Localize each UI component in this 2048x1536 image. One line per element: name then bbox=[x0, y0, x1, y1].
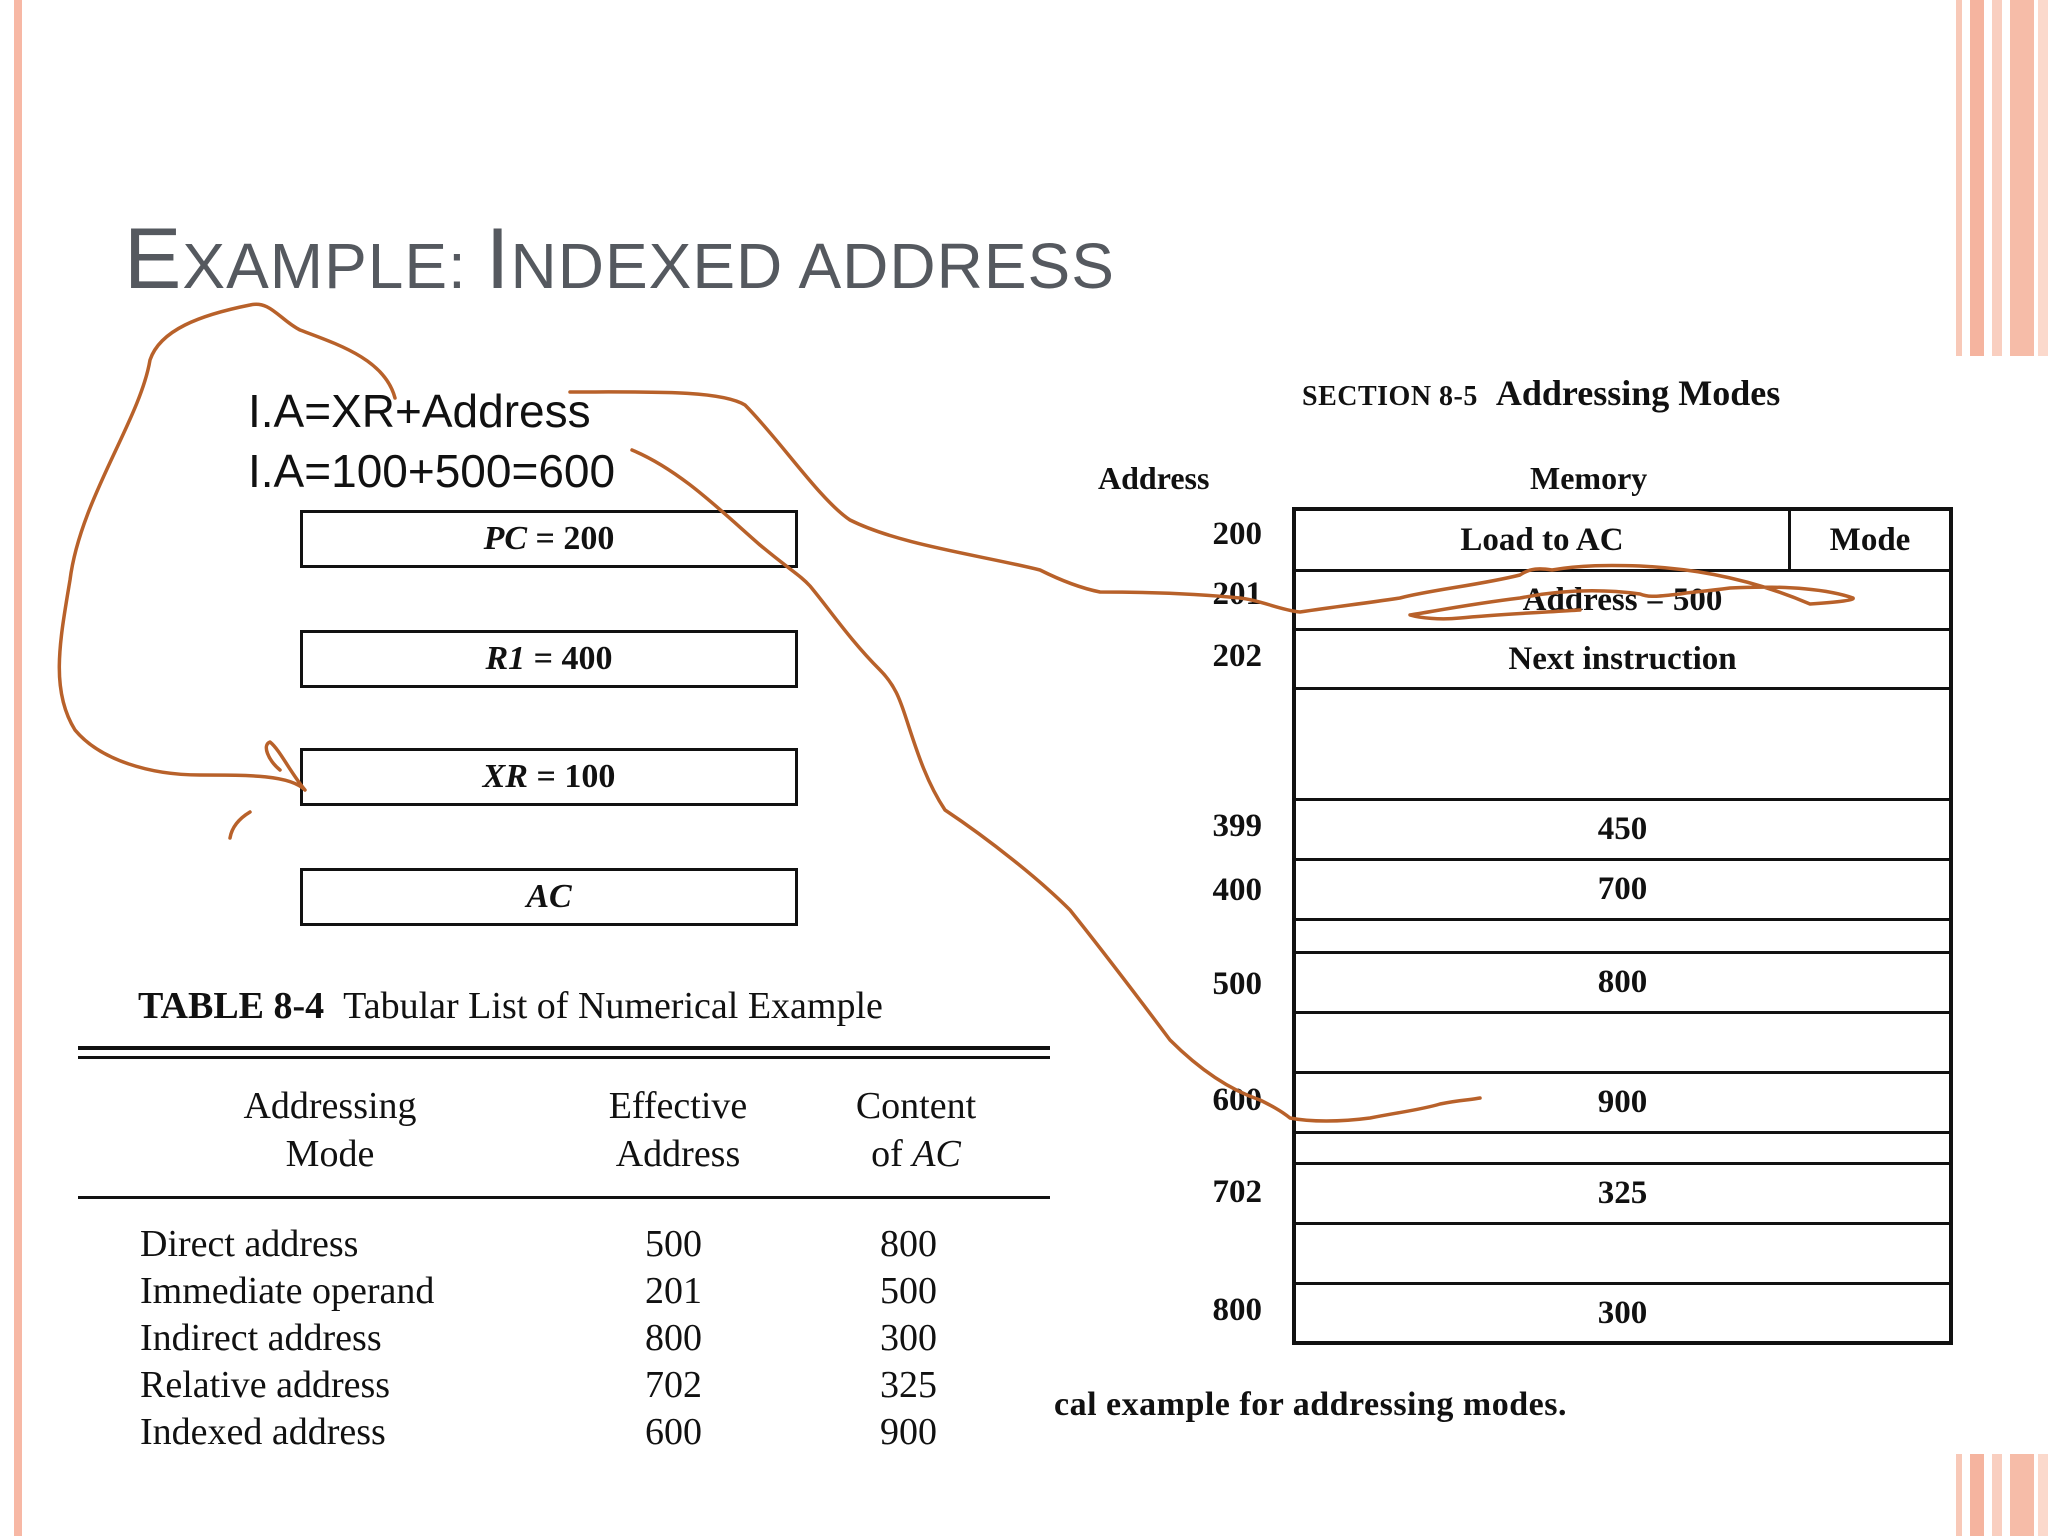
table-row-mode: Indirect address bbox=[140, 1317, 382, 1359]
formula-line-1: I.A=XR+Address bbox=[248, 385, 591, 437]
table-header-mode: Addressing Mode bbox=[243, 1085, 417, 1175]
table-row-mode: Relative address bbox=[140, 1364, 391, 1406]
page-title: EXAMPLE: INDEXED ADDRESS bbox=[124, 211, 1115, 307]
annotation-arrow-tail bbox=[230, 812, 250, 838]
table-row-ac: 325 bbox=[880, 1364, 937, 1406]
memory-address-label: 702 bbox=[1212, 1174, 1262, 1210]
memory-cell-400: 700 bbox=[1296, 861, 1949, 921]
register-xr: XR = 100 bbox=[300, 748, 798, 806]
memory-cell-gap bbox=[1296, 1225, 1949, 1285]
memory-cell-content: Load to AC bbox=[1296, 511, 1791, 569]
memory-address-label: 800 bbox=[1212, 1292, 1262, 1328]
memory-mode-cell: Mode bbox=[1829, 522, 1911, 558]
register-pc: PC = 200 bbox=[300, 510, 798, 568]
memory-header: Memory bbox=[1530, 460, 1648, 496]
memory-cell-200 bbox=[1296, 511, 1949, 572]
table-row-mode: Direct address bbox=[140, 1223, 359, 1265]
memory-cell-202: Next instruction bbox=[1296, 631, 1949, 690]
memory-cell-800: 300 bbox=[1597, 1295, 1648, 1331]
memory-diagram bbox=[1292, 507, 1953, 1345]
table-top-rule bbox=[78, 1046, 1050, 1050]
memory-address-label: 500 bbox=[1212, 966, 1262, 1002]
memory-address-header: Address bbox=[1098, 460, 1210, 496]
register-ac: AC bbox=[300, 868, 798, 926]
table-row-mode: Immediate operand bbox=[140, 1270, 435, 1312]
memory-cell-gap bbox=[1296, 921, 1949, 954]
left-frame-border bbox=[0, 0, 22, 1536]
memory-cell-gap bbox=[1296, 1014, 1949, 1074]
memory-cell-gap bbox=[1296, 1134, 1949, 1165]
table-row-mode: Indexed address bbox=[140, 1411, 386, 1453]
memory-cell-600: 900 bbox=[1296, 1074, 1949, 1134]
memory-cell-399: 450 bbox=[1296, 801, 1949, 861]
memory-address-label: 201 bbox=[1212, 576, 1262, 612]
memory-address-label: 400 bbox=[1212, 872, 1262, 908]
table-header-effective-address: Effective Address bbox=[608, 1085, 748, 1175]
table-row-ac: 800 bbox=[880, 1223, 937, 1265]
memory-cell-201: Address = 500 bbox=[1296, 572, 1949, 631]
table-row-ea: 201 bbox=[645, 1270, 702, 1312]
table-row-ea: 702 bbox=[645, 1364, 702, 1406]
memory-cell-gap bbox=[1296, 690, 1949, 801]
register-r1: R1 = 400 bbox=[300, 630, 798, 688]
memory-cell-500: 800 bbox=[1296, 954, 1949, 1014]
table-header-rule bbox=[78, 1196, 1050, 1199]
table-row-ac: 500 bbox=[880, 1270, 937, 1312]
table-header-content-ac: Content of AC bbox=[855, 1085, 977, 1175]
table-row-ea: 600 bbox=[645, 1411, 702, 1453]
formula-line-2: I.A=100+500=600 bbox=[248, 445, 616, 497]
table-top-rule-2 bbox=[78, 1056, 1050, 1059]
memory-address-label: 399 bbox=[1212, 808, 1262, 844]
memory-address-label: 202 bbox=[1212, 638, 1262, 674]
memory-cell-702: 325 bbox=[1296, 1165, 1949, 1225]
memory-address-label: 600 bbox=[1212, 1082, 1262, 1118]
table-row-ea: 500 bbox=[645, 1223, 702, 1265]
table-row-ac: 900 bbox=[880, 1411, 937, 1453]
table-title: TABLE 8-4 Tabular List of Numerical Example bbox=[138, 985, 883, 1027]
figure-caption: cal example for addressing modes. bbox=[1054, 1386, 1567, 1423]
table-row-ac: 300 bbox=[880, 1317, 937, 1359]
memory-address-label: 200 bbox=[1212, 516, 1262, 552]
table-row-ea: 800 bbox=[645, 1317, 702, 1359]
section-heading: SECTION 8-5 Addressing Modes bbox=[1302, 373, 1781, 413]
